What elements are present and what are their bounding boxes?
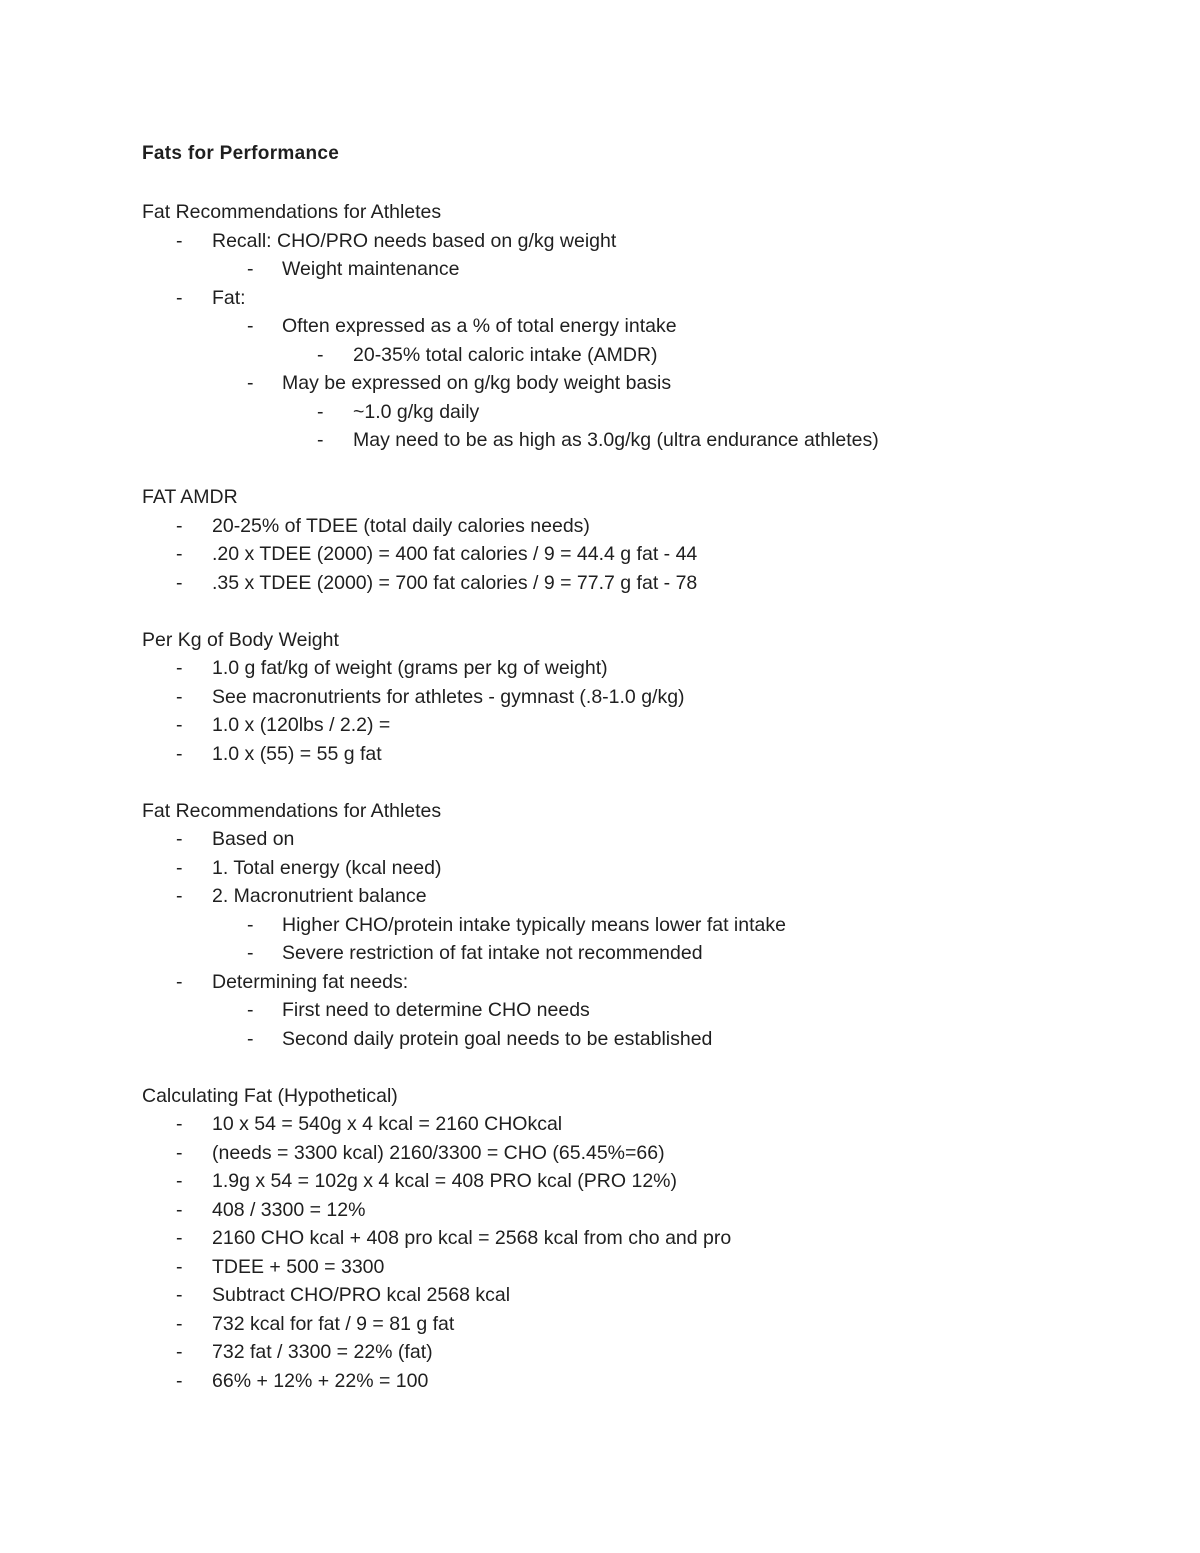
bullet-dash: - xyxy=(176,1198,183,1221)
list-item-text: 732 fat / 3300 = 22% (fat) xyxy=(212,1341,433,1363)
list-item xyxy=(0,1338,1100,1366)
bullet-dash: - xyxy=(176,742,183,765)
bullet-dash: - xyxy=(176,714,183,736)
section-heading xyxy=(0,483,1100,511)
bullet-dash: - xyxy=(317,400,324,423)
list-item-text: 1.9g x 54 = 102g x 4 kcal = 408 PRO kcal (PRO 12%) xyxy=(212,1170,677,1192)
bullet-dash: - xyxy=(176,1141,183,1164)
list-item xyxy=(0,854,1100,882)
section-heading-text: FAT AMDR xyxy=(142,486,238,508)
list-item-text: 1. Total energy (kcal need) xyxy=(212,856,442,879)
page-title: Fats for Performance xyxy=(142,143,340,164)
bullet-dash: - xyxy=(176,970,183,993)
list-item-text: Severe restriction of fat intake not recommended xyxy=(282,942,703,964)
list-item xyxy=(0,284,1100,312)
list-item xyxy=(0,1110,1100,1138)
section-heading xyxy=(0,1082,1100,1110)
list-item xyxy=(0,569,1100,597)
bullet-dash: - xyxy=(176,514,183,537)
list-item xyxy=(0,1167,1100,1195)
section-heading xyxy=(0,198,1100,226)
list-item-text: 10 x 54 = 540g x 4 kcal = 2160 CHOkcal xyxy=(212,1113,563,1135)
list-item-text: 2. Macronutrient balance xyxy=(212,885,427,907)
list-item-text: 20-35% total caloric intake (AMDR) xyxy=(353,343,658,366)
bullet-dash: - xyxy=(176,1312,183,1335)
list-item xyxy=(0,683,1100,711)
list-item xyxy=(0,1253,1100,1281)
bullet-dash: - xyxy=(176,1369,183,1392)
list-item xyxy=(0,1025,1100,1053)
list-item xyxy=(0,255,1100,283)
list-item xyxy=(0,996,1100,1024)
list-item-text: Second daily protein goal needs to be established xyxy=(282,1027,713,1050)
list-item-text: Recall: CHO/PRO needs based on g/kg weight xyxy=(212,229,617,252)
bullet-dash: - xyxy=(317,429,324,451)
list-item xyxy=(0,968,1100,996)
section-heading-text: Fat Recommendations for Athletes xyxy=(142,201,442,223)
list-item-text: 66% + 12% + 22% = 100 xyxy=(212,1369,429,1392)
section-heading xyxy=(0,626,1100,654)
bullet-dash: - xyxy=(176,1341,183,1363)
list-item xyxy=(0,426,1100,454)
bullet-dash: - xyxy=(176,1227,183,1249)
list-item-text: First need to determine CHO needs xyxy=(282,999,590,1021)
list-item-text: (needs = 3300 kcal) 2160/3300 = CHO (65.45%=66) xyxy=(212,1141,665,1164)
list-item-text: Based on xyxy=(212,828,295,850)
list-item-text: Fat: xyxy=(212,286,246,309)
list-item xyxy=(0,1224,1100,1252)
list-item-text: Subtract CHO/PRO kcal 2568 kcal xyxy=(212,1284,511,1306)
list-item-text: Determining fat needs: xyxy=(212,970,409,993)
list-item xyxy=(0,227,1100,255)
bullet-dash: - xyxy=(176,685,183,708)
list-item xyxy=(0,369,1100,397)
list-item-text: Weight maintenance xyxy=(282,258,460,280)
list-item xyxy=(0,939,1100,967)
bullet-dash: - xyxy=(176,286,183,309)
bullet-dash: - xyxy=(176,657,183,679)
list-item xyxy=(0,825,1100,853)
list-item xyxy=(0,1310,1100,1338)
bullet-dash: - xyxy=(176,1284,183,1306)
list-item xyxy=(0,341,1100,369)
list-item xyxy=(0,398,1100,426)
list-item xyxy=(0,654,1100,682)
bullet-dash: - xyxy=(247,913,254,936)
list-item xyxy=(0,1367,1100,1395)
list-item-text: .35 x TDEE (2000) = 700 fat calories / 9 = 77.7 g fat - 78 xyxy=(212,571,698,594)
section-heading-text: Per Kg of Body Weight xyxy=(142,628,339,651)
bullet-dash: - xyxy=(176,571,183,594)
bullet-dash: - xyxy=(176,1170,183,1192)
list-item-text: 20-25% of TDEE (total daily calories needs) xyxy=(212,514,590,537)
bullet-dash: - xyxy=(176,543,183,565)
list-item-text: 1.0 x (120lbs / 2.2) = xyxy=(212,714,391,736)
bullet-dash: - xyxy=(317,343,324,366)
bullet-dash: - xyxy=(176,885,183,907)
list-item xyxy=(0,540,1100,568)
list-item-text: See macronutrients for athletes - gymnast (.8-1.0 g/kg) xyxy=(212,685,685,708)
list-item xyxy=(0,1139,1100,1167)
bullet-dash: - xyxy=(247,315,254,337)
bullet-dash: - xyxy=(176,1255,183,1278)
list-item-text: 408 / 3300 = 12% xyxy=(212,1198,366,1221)
bullet-dash: - xyxy=(247,999,254,1021)
bullet-dash: - xyxy=(176,828,183,850)
list-item-text: 1.0 g fat/kg of weight (grams per kg of weight) xyxy=(212,657,608,679)
list-item xyxy=(0,711,1100,739)
list-item xyxy=(0,882,1100,910)
list-item-text: May need to be as high as 3.0g/kg (ultra endurance athletes) xyxy=(353,429,879,451)
list-item-text: Often expressed as a % of total energy intake xyxy=(282,315,677,337)
list-item-text: Higher CHO/protein intake typically means lower fat intake xyxy=(282,913,786,936)
list-item-text: ~1.0 g/kg daily xyxy=(353,400,480,423)
bullet-dash: - xyxy=(247,1027,254,1050)
bullet-dash: - xyxy=(247,372,254,394)
list-item-text: 2160 CHO kcal + 408 pro kcal = 2568 kcal from cho and pro xyxy=(212,1227,732,1249)
bullet-dash: - xyxy=(247,942,254,964)
list-item xyxy=(0,312,1100,340)
bullet-dash: - xyxy=(176,229,183,252)
bullet-dash: - xyxy=(176,1113,183,1135)
list-item xyxy=(0,911,1100,939)
list-item xyxy=(0,740,1100,768)
list-item-text: 1.0 x (55) = 55 g fat xyxy=(212,742,382,765)
list-item xyxy=(0,512,1100,540)
list-item xyxy=(0,1196,1100,1224)
list-item xyxy=(0,1281,1100,1309)
list-item-text: 732 kcal for fat / 9 = 81 g fat xyxy=(212,1312,455,1335)
bullet-dash: - xyxy=(247,258,254,280)
bullet-dash: - xyxy=(176,856,183,879)
section-heading-text: Fat Recommendations for Athletes xyxy=(142,799,442,822)
list-item-text: May be expressed on g/kg body weight basis xyxy=(282,372,672,394)
list-item-text: TDEE + 500 = 3300 xyxy=(212,1255,385,1278)
section-heading-text: Calculating Fat (Hypothetical) xyxy=(142,1084,398,1107)
list-item-text: .20 x TDEE (2000) = 400 fat calories / 9 = 44.4 g fat - 44 xyxy=(212,543,698,565)
section-heading xyxy=(0,797,1100,825)
